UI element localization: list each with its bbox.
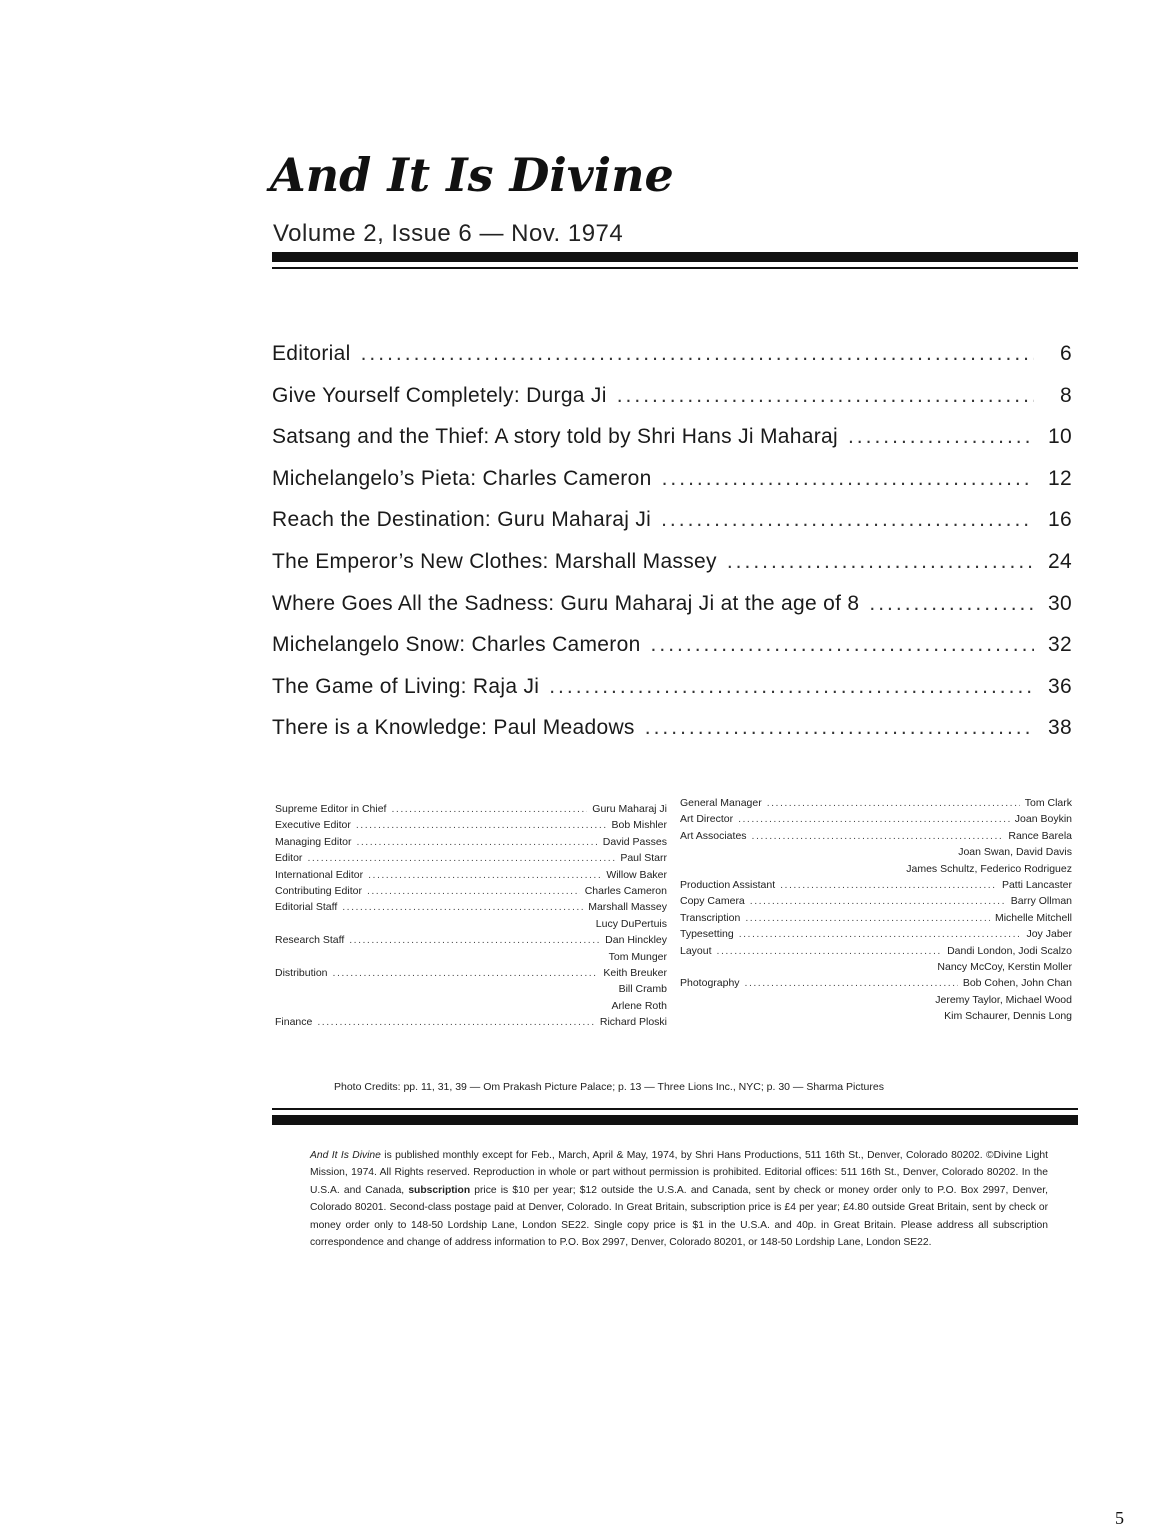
dot-leader [745,912,990,924]
staff-name: Dan Hinckley [605,934,667,947]
staff-role: Editor [275,852,303,865]
staff-role: Art Director [680,813,734,826]
staff-role: Production Assistant [680,878,776,891]
dot-leader [745,977,958,989]
staff-name: Rance Barela [1008,829,1072,842]
staff-row [680,994,1072,1010]
staff-name: Bob Mishler [611,819,667,832]
dot-leader [356,819,607,831]
dot-leader [356,836,597,848]
staff-role: Managing Editor [275,835,352,848]
staff-role: Finance [275,1016,313,1029]
staff-row [275,819,667,835]
toc-entry-title: Michelangelo’s Pieta: Charles Cameron [272,466,652,490]
staff-name: Barry Ollman [1010,895,1072,908]
photo-credits: Photo Credits: pp. 11, 31, 39 — Om Prakash Picture Palace; p. 13 — Three Lions Inc., NYC; p. 30 — Sharma Pictures [334,1081,884,1093]
dot-leader [317,1016,595,1028]
publication-text: price is $10 per year; $12 outside the U.S.A. and Canada, sent by check or money order only to P.O. Box 2997, Denver, Colorado 80201. Second-class postage paid at Denver, Colorado. In Great Britain, subscription price is £4 per year; £4.80 outside Great Britain, sent by check or money order only to 148-50 Lordship Lane, London SE22. Single copy price is $1 in the U.S.A. and 40p. in Great Britain. Please address all subscription correspondence and change of address information to P.O. Box 2997, Denver, Colorado 80201, or 148-50 Lordship Lane, London SE22. [310,1184,1048,1249]
staff-name: Joan Swan, David Davis [958,846,1072,859]
toc-entry[interactable] [272,342,1072,384]
staff-role: Transcription [680,911,741,924]
thick-rule [272,1115,1078,1125]
dot-leader [727,550,1034,574]
dot-leader [391,803,587,815]
dot-leader [848,425,1034,449]
thick-rule [272,252,1078,262]
toc-entry-page: 24 [1048,549,1072,573]
staff-name: Marshall Massey [588,901,667,914]
dot-leader [617,384,1034,408]
staff-row [680,879,1072,895]
toc-entry[interactable] [272,633,1072,675]
dot-leader [645,716,1034,740]
publication-text: is published monthly except for Feb., March, April & May, 1974, by Shri Hans Productions, 511 16th St., Denver, Colorado 80202. ©Divine Light Mission, 1974. All Rights reserved. Reproduction in whole or part without permission is prohibited. Editorial offices: 511 16th St., Denver, Colorado 80202. In the U.S.A. and Canada, [310,1150,1048,1196]
staff-row [275,1016,667,1032]
staff-name: Patti Lancaster [1001,878,1072,891]
issue-line: Volume 2, Issue 6 — Nov. 1974 [273,220,624,247]
toc-entry-page: 8 [1060,383,1072,407]
staff-name: Dandi London, Jodi Scalzo [947,944,1072,957]
toc-entry-page: 36 [1048,674,1072,698]
staff-role: General Manager [680,797,762,809]
staff-row [680,863,1072,879]
staff-name: David Passes [602,835,667,848]
staff-name: Lucy DuPertuis [595,917,667,930]
toc-entry-title: The Emperor’s New Clothes: Marshall Massey [272,549,717,573]
staff-row [680,1010,1072,1026]
staff-name: Arlene Roth [611,999,667,1012]
toc-entry[interactable] [272,592,1072,634]
staff-name: Joan Boykin [1014,813,1072,826]
staff-role: Copy Camera [680,895,745,908]
staff-name: Bill Cramb [618,983,667,996]
dot-leader [661,508,1034,532]
dot-leader [333,967,599,979]
dot-leader [307,852,615,864]
toc-entry[interactable] [272,508,1072,550]
toc-entry-title: Editorial [272,342,351,365]
staff-row [680,961,1072,977]
staff-name: James Schultz, Federico Rodriguez [906,862,1072,875]
dot-leader [717,945,943,957]
staff-name: Guru Maharaj Ji [592,803,667,815]
toc-entry-page: 6 [1060,342,1072,365]
staff-name: Michelle Mitchell [994,911,1072,924]
staff-row [275,951,667,967]
bottom-rule [272,1108,1078,1125]
staff-role: Distribution [275,966,328,979]
dot-leader [342,901,583,913]
thin-rule [272,1108,1078,1110]
thin-rule [272,267,1078,269]
toc-entry[interactable] [272,716,1072,758]
toc-entry-title: Reach the Destination: Guru Maharaj Ji [272,508,652,532]
staff-role: Executive Editor [275,819,351,832]
staff-name: Keith Breuker [603,966,667,979]
staff-role: Research Staff [275,934,345,947]
toc-entry-title: Michelangelo Snow: Charles Cameron [272,633,641,657]
toc-entry-page: 10 [1048,425,1072,449]
dot-leader [738,813,1010,825]
toc-entry-page: 32 [1048,633,1072,657]
staff-row [680,895,1072,911]
staff-row [680,945,1072,961]
staff-role: International Editor [275,868,364,881]
staff-name: Jeremy Taylor, Michael Wood [935,993,1072,1006]
dot-leader [651,633,1034,657]
staff-role: Layout [680,944,712,957]
staff-name: Tom Clark [1024,797,1072,809]
dot-leader [662,467,1034,491]
staff-row [275,1000,667,1016]
masthead-title: And It Is Divine [270,148,674,202]
toc-entry-title: Satsang and the Thief: A story told by Shri Hans Ji Maharaj [272,425,838,449]
staff-row [275,918,667,934]
dot-leader [780,879,997,891]
dot-leader [368,869,601,881]
staff-row [680,813,1072,829]
dot-leader [549,675,1034,699]
staff-row [680,797,1072,813]
dot-leader [349,934,600,946]
staff-name: Joy Jaber [1026,928,1072,941]
staff-row [275,885,667,901]
toc-entry[interactable] [272,384,1072,426]
staff-role: Typesetting [680,928,734,941]
dot-leader [752,830,1004,842]
staff-row [680,846,1072,862]
toc-entry[interactable] [272,425,1072,467]
dot-leader [869,592,1034,616]
top-rule [272,252,1078,269]
toc-entry-title: The Game of Living: Raja Ji [272,674,540,698]
toc-entry-page: 30 [1048,591,1072,615]
toc-entry[interactable] [272,550,1072,592]
publication-info [310,1147,1048,1251]
staff-row [680,830,1072,846]
staff-name: Richard Ploski [599,1016,667,1029]
toc-entry[interactable] [272,675,1072,717]
page-number: 5 [1115,1508,1124,1528]
staff-name: Kim Schaurer, Dennis Long [944,1010,1072,1023]
staff-role: Contributing Editor [275,884,362,897]
staff-name: Willow Baker [606,868,667,881]
dot-leader [361,342,1034,366]
dot-leader [367,885,580,897]
staff-name: Tom Munger [608,950,667,963]
staff-row [275,852,667,868]
toc-entry-page: 38 [1048,716,1072,740]
staff-name: Nancy McCoy, Kerstin Moller [937,960,1072,973]
dot-leader [750,895,1006,907]
toc-entry-title: Give Yourself Completely: Durga Ji [272,383,607,407]
dot-leader [767,797,1020,809]
staff-row [680,928,1072,944]
toc-entry-page: 12 [1048,466,1072,490]
staff-role: Photography [680,977,740,990]
toc-entry[interactable] [272,467,1072,509]
staff-role: Supreme Editor in Chief [275,803,387,815]
staff-list-left [275,803,667,1032]
table-of-contents [272,342,1072,758]
subscription-word: subscription [408,1184,471,1196]
staff-row [275,869,667,885]
toc-entry-title: There is a Knowledge: Paul Meadows [272,716,635,740]
staff-list-right [680,797,1072,1026]
staff-row [680,977,1072,993]
staff-role: Art Associates [680,829,747,842]
toc-entry-title: Where Goes All the Sadness: Guru Maharaj Ji at the age of 8 [272,591,860,615]
staff-row [275,803,667,819]
staff-row [275,983,667,999]
staff-row [680,912,1072,928]
staff-row [275,901,667,917]
dot-leader [739,928,1022,940]
magazine-name: And It Is Divine [310,1150,381,1161]
staff-name: Bob Cohen, John Chan [962,977,1072,990]
toc-entry-page: 16 [1048,508,1072,532]
staff-row [275,836,667,852]
staff-name: Charles Cameron [584,884,667,897]
staff-name: Paul Starr [620,852,667,865]
staff-row [275,967,667,983]
staff-row [275,934,667,950]
staff-role: Editorial Staff [275,901,338,914]
